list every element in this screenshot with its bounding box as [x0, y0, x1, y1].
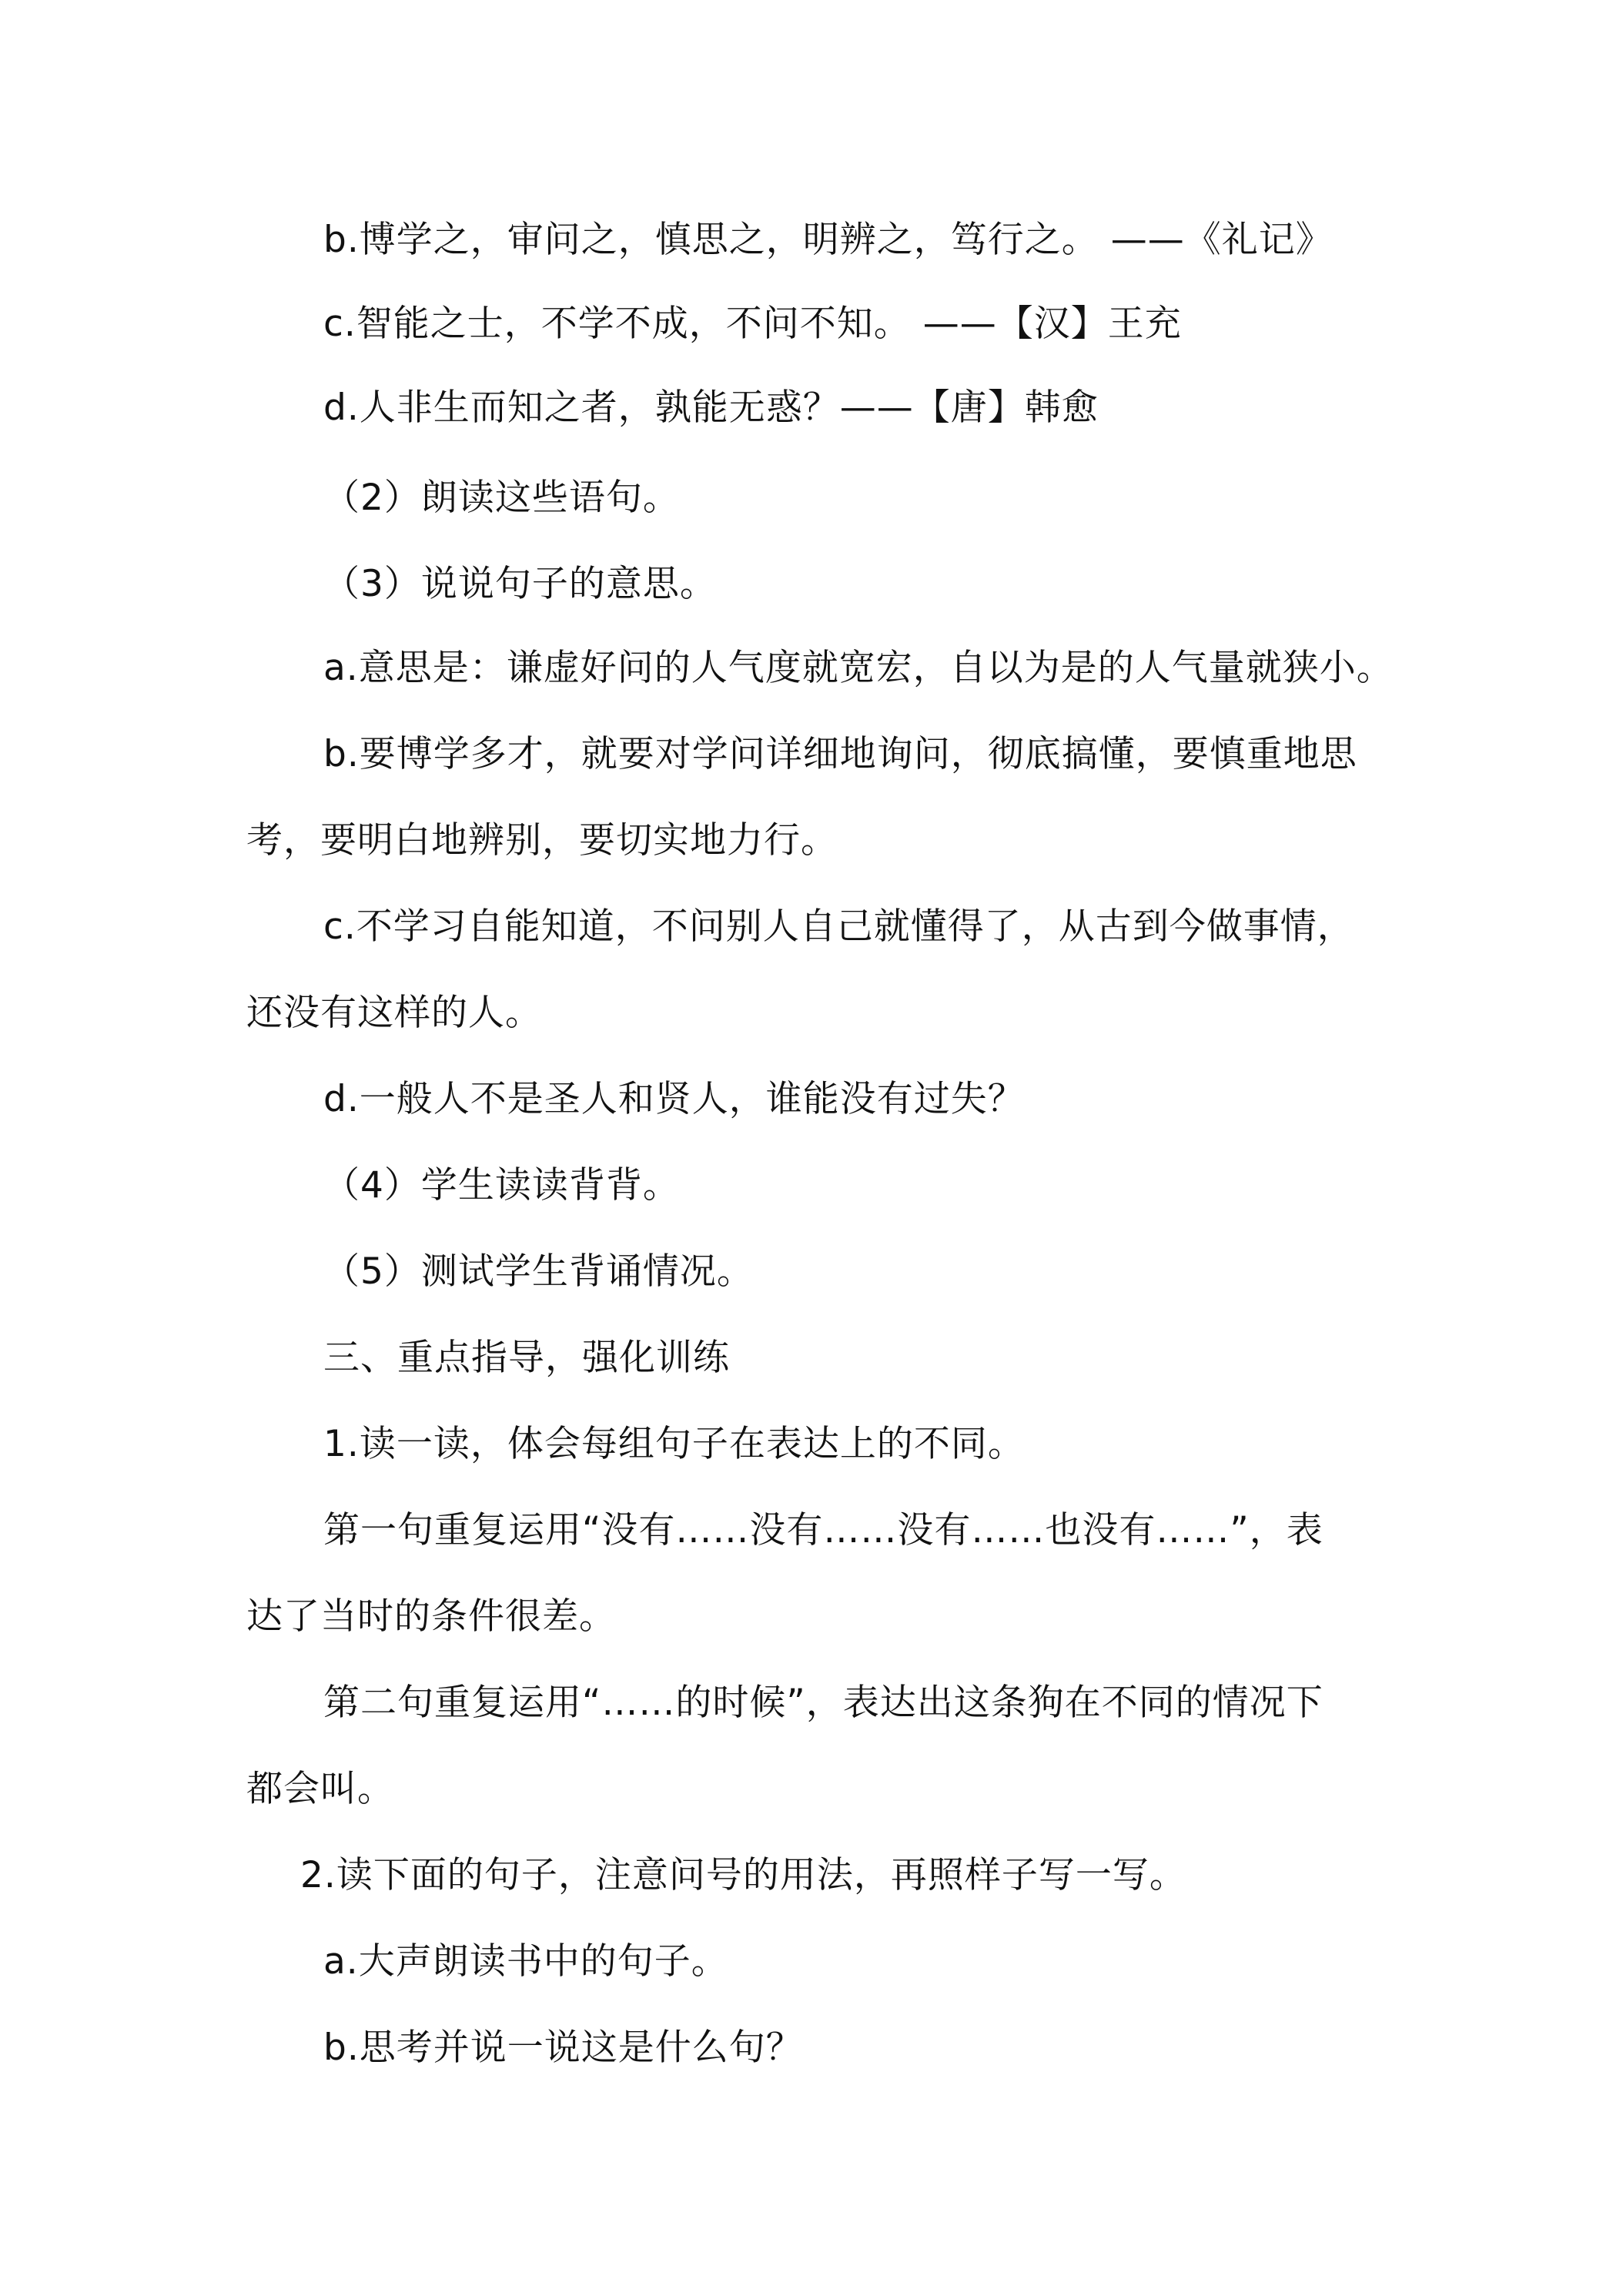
text-line: a.意思是：谦虚好问的人气度就宽宏，自以为是的人气量就狭小。: [323, 647, 1394, 689]
text-line: d.人非生而知之者，孰能无惑？——【唐】韩愈: [323, 387, 1099, 429]
text-line: b.要博学多才，就要对学问详细地询问，彻底搞懂，要慎重地思: [323, 733, 1357, 775]
text-line: 都会叫。: [246, 1768, 394, 1810]
text-line: c.智能之士，不学不成，不问不知。 ——【汉】王充: [323, 303, 1182, 345]
text-line: （2）朗读这些语句。: [323, 477, 680, 519]
text-line: （5）测试学生背诵情况。: [323, 1250, 754, 1293]
text-line: b.思考并说一说这是什么句？: [323, 2027, 803, 2069]
text-line: 达了当时的条件很差。: [246, 1595, 616, 1638]
text-line: 还没有这样的人。: [246, 992, 542, 1034]
text-line: 1.读一读，体会每组句子在表达上的不同。: [323, 1423, 1025, 1465]
text-line: 考，要明白地辨别，要切实地力行。: [246, 819, 838, 862]
text-line: 2.读下面的句子，注意问号的用法，再照样子写一写。: [300, 1854, 1186, 1896]
text-line: c.不学习自能知道，不问别人自己就懂得了，从古到今做事情，: [323, 905, 1354, 948]
text-line: 第一句重复运用“没有……没有……没有……也没有……”，表: [323, 1509, 1323, 1551]
text-line: 第二句重复运用“……的时候”，表达出这条狗在不同的情况下: [323, 1682, 1323, 1724]
text-line: d.一般人不是圣人和贤人，谁能没有过失？: [323, 1078, 1025, 1120]
text-line: （3）说说句子的意思。: [323, 563, 717, 605]
text-line: b.博学之，审问之，慎思之，明辨之，笃行之。 ——《礼记》: [323, 219, 1333, 261]
section-heading: 三、重点指导，强化训练: [323, 1337, 730, 1379]
text-line: a.大声朗读书中的句子。: [323, 1940, 728, 1983]
text-line: （4）学生读读背背。: [323, 1164, 680, 1207]
